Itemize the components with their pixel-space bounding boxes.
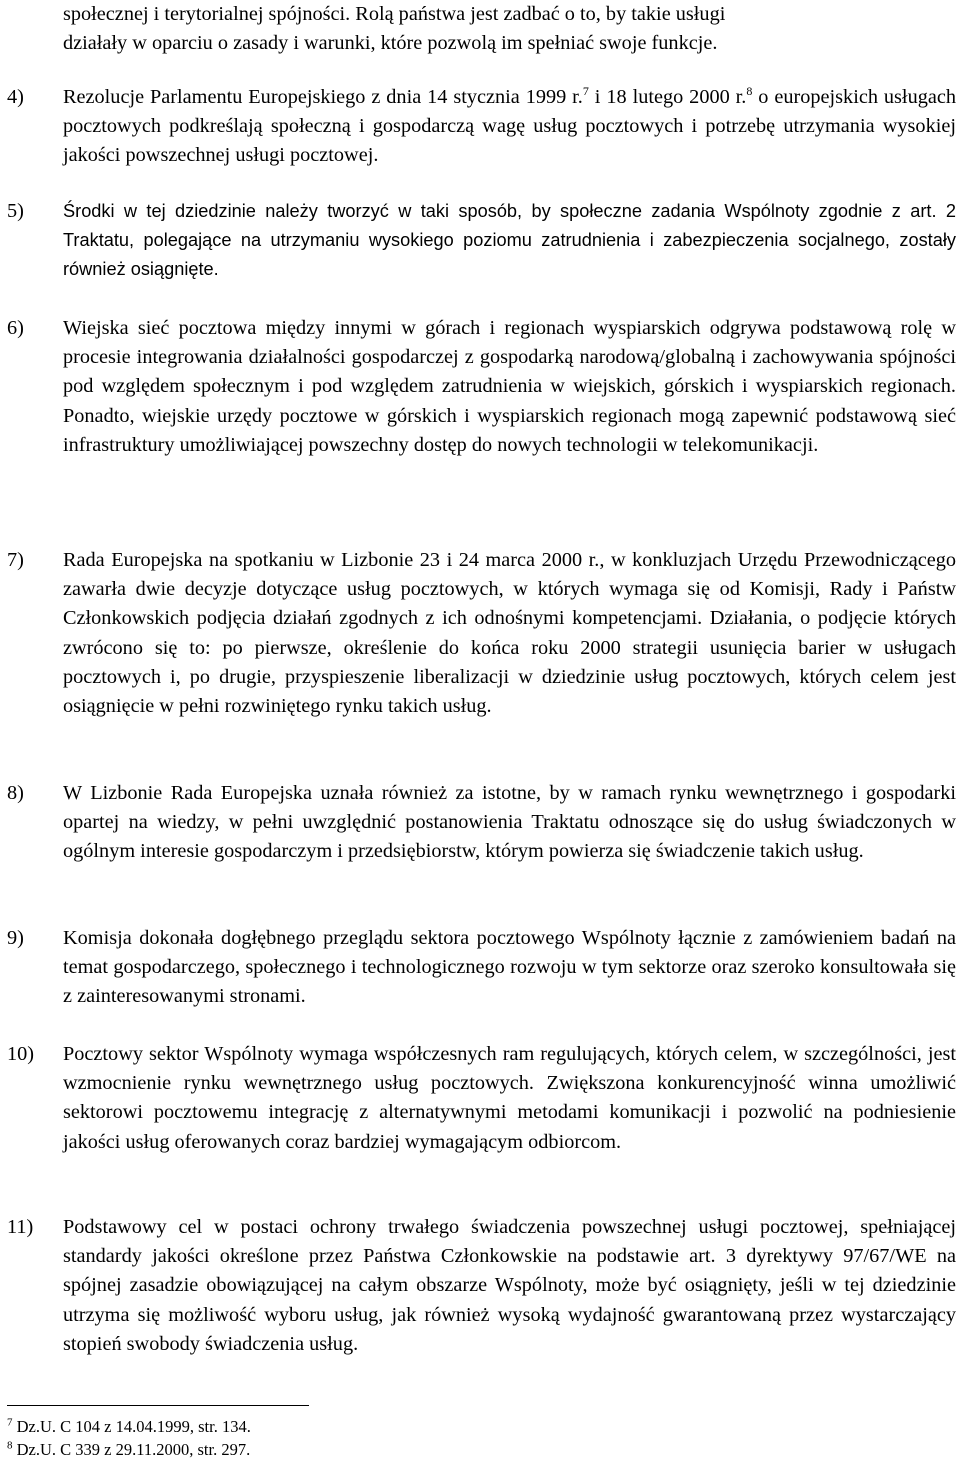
recital-9 — [0, 924, 956, 1012]
continuation-paragraph — [63, 0, 956, 58]
continuation-line-2: działały w oparciu o zasady i warunki, które pozwolą im spełniać swoje funkcje. — [63, 32, 718, 55]
recital-number: 9) — [7, 927, 24, 949]
footnote-separator — [7, 1405, 309, 1406]
recital-text — [63, 314, 956, 460]
recital-text-part: Rezolucje Parlamentu Europejskiego z dnia 14 stycznia 1999 r. — [63, 86, 583, 108]
recital-text-part: i 18 lutego 2000 r. — [588, 86, 747, 108]
recital-text-part: Środki w tej dziedzinie należy tworzyć w taki sposób, by społeczne zadania Wspólnoty zgodnie z art. — [63, 201, 937, 221]
recital-11 — [0, 1213, 956, 1359]
recital-number: 10) — [7, 1043, 35, 1065]
recital-6 — [0, 314, 956, 460]
footnote-ref-7: 7 — [582, 84, 589, 99]
continuation-line-1: społecznej i terytorialnej spójności. Rolą państwa jest zadbać o to, by takie usługi — [63, 3, 726, 25]
recital-10 — [0, 1040, 956, 1157]
recital-number: 5) — [7, 200, 24, 222]
recital-text-part: Działania, o podjęcie których zwrócono się to: po pierwsze, określenie do końca roku 2000 strategii usunięcia barier w usługach pocztowych i, po drugie, przyspieszenie liberalizacji w dziedzinie usług pocztowych, których celem jest osiągnięcie w pełni rozwiniętego rynku takich usług. — [63, 607, 957, 718]
recital-text — [63, 197, 956, 285]
recital-text-part: 2 Traktatu, polegające na utrzymaniu wysokiego poziomu zatrudnienia i zabezpieczenia socjalnego, zostały również osiągnięte. — [63, 201, 957, 280]
recital-7 — [0, 546, 956, 721]
footnote-text: Dz.U. C 104 z 14.04.1999, str. 134. — [16, 1417, 251, 1436]
recital-text: Komisja dokonała dogłębnego przeglądu sektora pocztowego Wspólnoty łącznie z zamówieniem badań na temat gospodarczego, społecznego i technologicznego rozwoju w tym sektorze oraz szeroko konsultowała się z zainteresowanymi stronami. — [63, 927, 956, 1008]
recital-text-part: Wiejska sieć pocztowa między innymi w górach i regionach wyspiarskich odgrywa podstawową rolę w procesie integrowania działalności gospodarczej z gospodarką narodową/globalną i zachowywania spójności pod względem społecznym i pod względem zatrudnienia w wiejskich, górskich i wyspiarskich regionach. — [63, 317, 956, 398]
recital-5 — [0, 197, 956, 285]
recital-text-part: , w konkluzjach Urzędu Przewodniczącego zawarła dwie decyzje dotyczące usług pocztowych, w których wymaga się od Komisji, Rady i Państw Członkowskich podjęcia działań zgodnych z ich odnośnymi kompetencjami. — [63, 549, 956, 630]
recital-text — [63, 83, 956, 171]
recital-text-part: Ponadto, wiejskie urzędy pocztowe w górskich i wyspiarskich regionach mogą zapewnić podstawową sieć infrastruktury umożliwiającej powszechny dostęp do nowych technologii w telekomunikacji. — [63, 404, 956, 456]
recital-text-part: o europejskich usługach pocztowych podkreślają społeczną i gospodarczą wagę usług pocztowych i potrzebę utrzymania wysokiej jakości powszechnej usługi pocztowej. — [63, 86, 956, 167]
footnote-mark: 7 — [7, 1416, 13, 1429]
footnote-8 — [7, 1440, 507, 1460]
footnote-text: Dz.U. C 339 z 29.11.2000, str. 297. — [16, 1440, 251, 1459]
recital-text — [63, 546, 956, 721]
recital-text: Pocztowy sektor Wspólnoty wymaga współczesnych ram regulujących, których celem, w szczególności, jest wzmocnienie rynku wewnętrznego usług pocztowych. Zwiększona konkurencyjność winna umożliwić sektorowi pocztowemu integrację z alternatywnymi metodami komunikacji i pozwolić na podniesienie jakości usług oferowanych coraz bardziej wymagającym odbiorcom. — [63, 1043, 956, 1153]
recital-number: 6) — [7, 317, 24, 339]
recital-number: 8) — [7, 782, 24, 804]
recital-8 — [0, 779, 956, 867]
recital-number: 7) — [7, 549, 24, 571]
footnote-ref-8: 8 — [746, 84, 753, 99]
footnote-mark: 8 — [7, 1439, 13, 1452]
recital-number: 4) — [7, 86, 24, 108]
footnote-7 — [7, 1417, 507, 1437]
recital-text-part: Rada Europejska na spotkaniu w Lizbonie 23 i 24 marca 2000 r. — [63, 549, 600, 571]
recital-text: Podstawowy cel w postaci ochrony trwałego świadczenia powszechnej usługi pocztowej, spełniającej standardy jakości określone przez Państwa Członkowskie na podstawie art. 3 dyrektywy 97/67/WE na spójnej zasadzie obowiązującej na całym obszarze Wspólnoty, może być osiągnięty, jeśli w tej dziedzinie utrzyma się możliwość wyboru usług, jak również wysoką wydajność gwarantowaną przez wystarczający stopień swobody świadczenia usług. — [63, 1216, 956, 1355]
recital-text: W Lizbonie Rada Europejska uznała również za istotne, by w ramach rynku wewnętrznego i gospodarki opartej na wiedzy, w pełni uwzględnić postanowienia Traktatu odnoszące się do usług świadczonych w ogólnym interesie gospodarczym i przedsiębiorstw, którym powierza się świadczenie takich usług. — [63, 782, 956, 863]
recital-4 — [0, 83, 956, 171]
recital-number: 11) — [7, 1216, 34, 1238]
